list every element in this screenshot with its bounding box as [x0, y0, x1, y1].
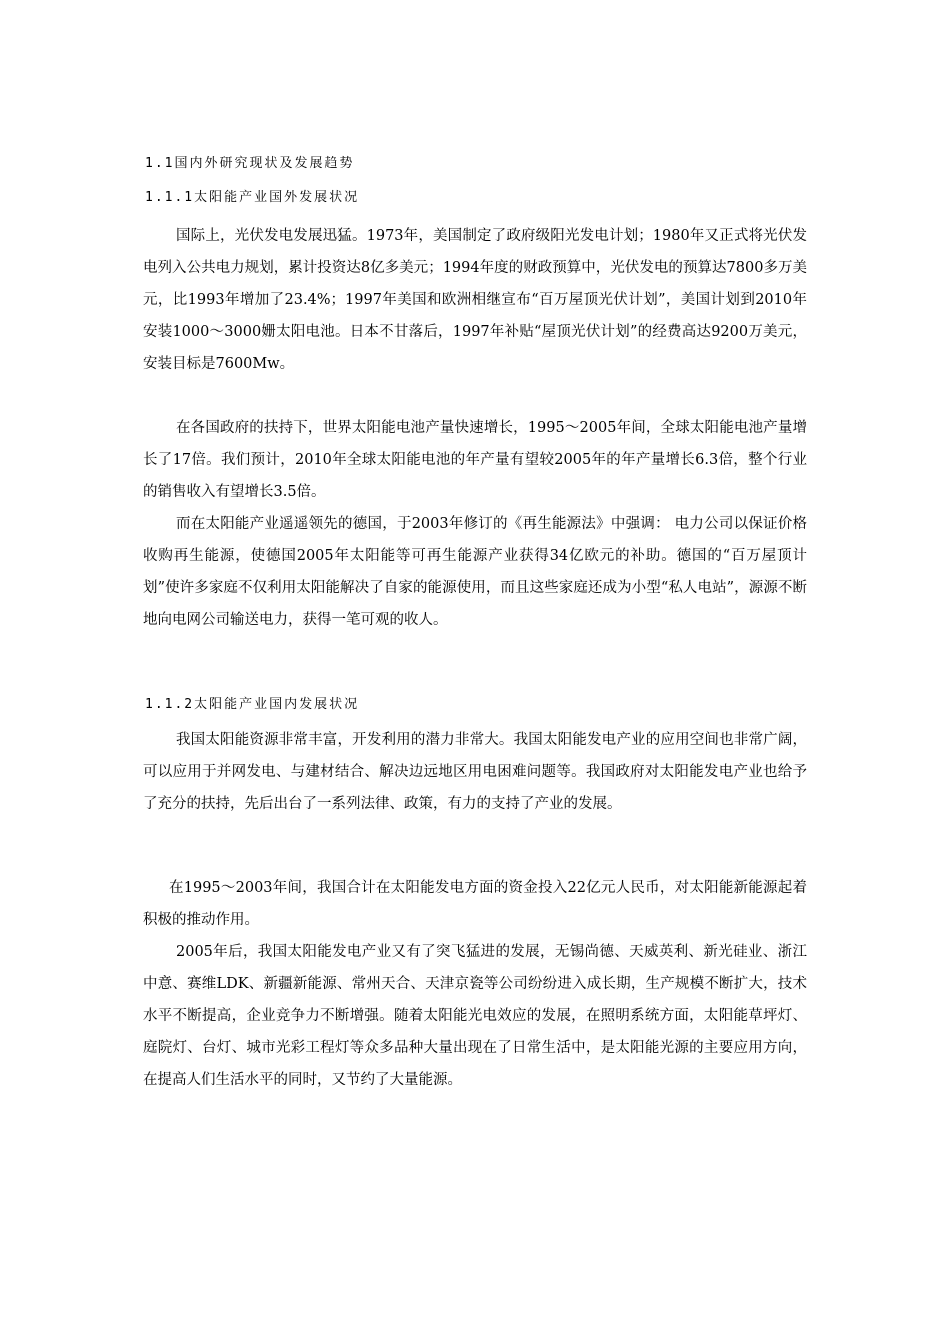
paragraph-foreign-2: 在各国政府的扶持下，世界太阳能电池产量快速增长，1995～2005年间，全球太阳能电池产量增长了17倍。我们预计，2010年全球太阳能电池的年产量有望较2005年的年产量增长6.3倍，整个行业的销售收入有望增长3.5倍。 — [143, 420, 807, 500]
section-heading-1-1-1: 1.1.1太阳能产业国外发展状况 — [145, 190, 360, 205]
paragraph-domestic-3: 2005年后，我国太阳能发电产业又有了突飞猛进的发展，无锡尚德、天威英利、新光硅业、浙江中意、赛维LDK、新疆新能源、常州天合、天津京瓷等公司纷纷进入成长期，生产规模不断扩大，技术水平不断提高，企业竞争力不断增强。随着太阳能光电效应的发展，在照明系统方面，太阳能草坪灯、庭院灯、台灯、城市光彩工程灯等众多品种大量出现在了日常生活中，是太阳能光源的主要应用方向，在提高人们生活水平的同时，又节约了大量能源。 — [143, 944, 807, 1088]
paragraph-domestic-2: 在1995～2003年间，我国合计在太阳能发电方面的资金投入22亿元人民币，对太阳能新能源起着积极的推动作用。 — [143, 880, 807, 928]
paragraph-foreign-3: 而在太阳能产业遥遥领先的德国，于2003年修订的《再生能源法》中强调： 电力公司以保证价格收购再生能源，使德国2005年太阳能等可再生能源产业获得34亿欧元的补助。德国的“百万屋顶计划”使许多家庭不仅利用太阳能解决了自家的能源使用，而且这些家庭还成为小型“私人电站”，源源不断地向电网公司输送电力，获得一笔可观的收人。 — [143, 516, 807, 628]
paragraph-domestic-1: 我国太阳能资源非常丰富，开发利用的潜力非常大。我国太阳能发电产业的应用空间也非常广阔，可以应用于并网发电、与建材结合、解决边远地区用电困难问题等。我国政府对太阳能发电产业也给予了充分的扶持，先后出台了一系列法律、政策，有力的支持了产业的发展。 — [143, 732, 807, 812]
section-heading-1-1-2: 1.1.2太阳能产业国内发展状况 — [145, 697, 360, 712]
section-heading-1-1: 1.1国内外研究现状及发展趋势 — [145, 156, 355, 171]
paragraph-foreign-1: 国际上，光伏发电发展迅猛。1973年，美国制定了政府级阳光发电计划；1980年又正式将光伏发电列入公共电力规划，累计投资达8亿多美元；1994年度的财政预算中，光伏发电的预算达7800多万美元，比1993年增加了23.4%；1997年美国和欧洲相继宣布“百万屋顶光伏计划”，美国计划到2010年安装1000～3000姗太阳电池。日本不甘落后，1997年补贴“屋顶光伏计划”的经费高达9200万美元，安装目标是7600Mw。 — [143, 228, 807, 372]
